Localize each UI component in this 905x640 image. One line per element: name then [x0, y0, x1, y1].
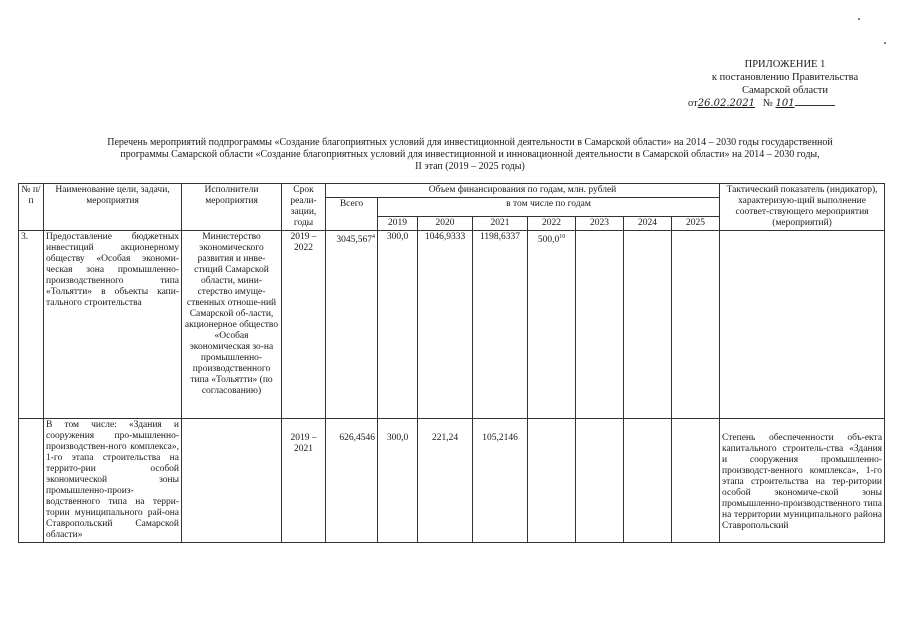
header-executors: Исполнители мероприятия: [182, 184, 282, 231]
row-executors: Министерство экономического развития и инве-стиций Самарской области, мини-стерство имуще-ственных отноше-ний Самарской об-ласти, акционерное общество «Особая экономическая зо-на промышленно-производственного типа «Тольятти» (по согласованию): [182, 231, 282, 419]
date-prefix: от: [688, 98, 698, 109]
row-name: Предоставление бюджетных инвестиций акционерному обществу «Особая экономи-ческая зона промышленно-производственного типа «Тольятти» в объекты капи-тального строительства: [44, 231, 182, 419]
row-total: 626,4546: [326, 419, 378, 543]
row-2023: [576, 231, 624, 419]
row-indicator: [720, 231, 885, 419]
header-indicator: Тактический показатель (индикатор), характеризую-щий выполнение соответ-ствующего мероприятия (мероприятий): [720, 184, 885, 231]
header-incl-years: в том числе по годам: [378, 198, 720, 217]
appendix-decree: к постановлению Правительства: [711, 72, 859, 83]
row-num: 3.: [19, 231, 44, 419]
row-term: 2019 – 2022: [282, 231, 326, 419]
header-2025: 2025: [672, 217, 720, 231]
header-2022: 2022: [528, 217, 576, 231]
title-line-1: Перечень мероприятий подпрограммы «Создание благоприятных условий для инвестиционной деятельности в Самарской области» на 2014 – 2030 годы государственной: [107, 137, 833, 148]
appendix-block: [660, 58, 905, 110]
row-num: [19, 419, 44, 543]
scan-speck: [884, 42, 886, 44]
row-2022: [528, 419, 576, 543]
row-2024: [624, 231, 672, 419]
header-2019: 2019: [378, 217, 418, 231]
header-term: Срок реали-зации, годы: [282, 184, 326, 231]
appendix-title: ПРИЛОЖЕНИЕ 1: [744, 59, 826, 70]
header-2021: 2021: [473, 217, 528, 231]
scan-speck: [858, 18, 860, 20]
row-name: В том числе: «Здания и сооружения про-мышленно-производствен-ного комплекса», 1-го этапа строительства на террито-рии особой экономической зоны промышленно-произ-водственного типа на терри-тории муниципального рай-она Ставропольский Самарской области»: [44, 419, 182, 543]
row-indicator: Степень обеспеченности объ-екта капитального строитель-ства «Здания и сооружения промышленно-производст-венного комплекса», 1-го этапа строительства на тер-ритории особой экономиче-ской зоны промышленно-производственного типа на территории муниципального района Ставропольский: [720, 419, 885, 543]
header-num: № п/п: [19, 184, 44, 231]
row-2023: [576, 419, 624, 543]
row-2021: 105,2146: [473, 419, 528, 543]
title-line-3: II этап (2019 – 2025 годы): [415, 161, 525, 172]
row-2019: 300,0: [378, 231, 418, 419]
header-2024: 2024: [624, 217, 672, 231]
row-2025: [672, 419, 720, 543]
handwritten-date: 26.02.2021: [697, 98, 755, 109]
row-total: 3045,567$^4$: [326, 231, 378, 419]
title-line-2: программы Самарской области «Создание благоприятных условий для инвестиционной и инновационной деятельности в Самарской области» на 2014 – 2030 годы,: [120, 149, 820, 160]
row-2021: 1198,6337: [473, 231, 528, 419]
table-row: [19, 231, 885, 419]
table-row: [19, 419, 885, 543]
document-title: [70, 137, 870, 173]
header-total: Всего: [326, 198, 378, 231]
number-prefix: №: [762, 98, 773, 109]
row-2024: [624, 419, 672, 543]
row-2025: [672, 231, 720, 419]
row-2019: 300,0: [378, 419, 418, 543]
row-2022: 500,0$^{10}$: [528, 231, 576, 419]
header-name: Наименование цели, задачи, мероприятия: [44, 184, 182, 231]
handwritten-number: 101: [775, 98, 795, 109]
row-executors: [182, 419, 282, 543]
header-2020: 2020: [418, 217, 473, 231]
header-2023: 2023: [576, 217, 624, 231]
row-2020: 1046,9333: [418, 231, 473, 419]
activities-table: [18, 183, 885, 543]
row-2020: 221,24: [418, 419, 473, 543]
appendix-date-line: [660, 97, 905, 110]
row-term: 2019 – 2021: [282, 419, 326, 543]
appendix-region: Самарской области: [742, 85, 828, 96]
header-volume: Объем финансирования по годам, млн. рублей: [326, 184, 720, 198]
